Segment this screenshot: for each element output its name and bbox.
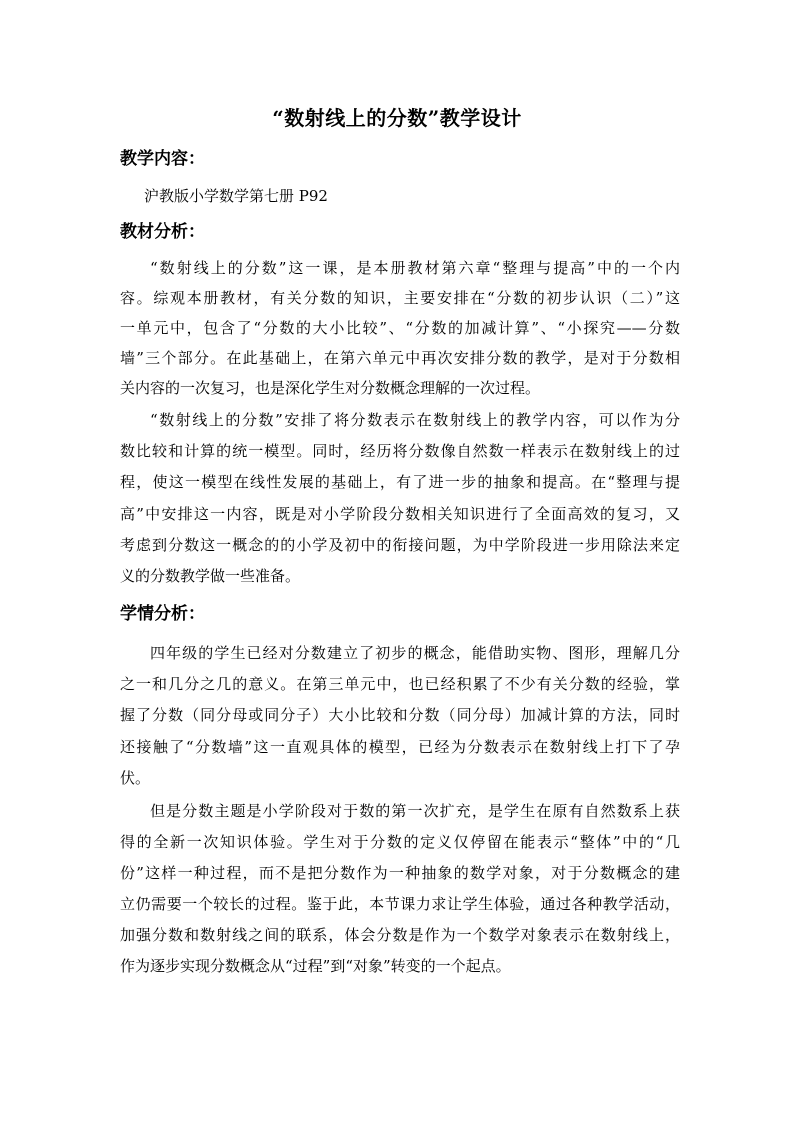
paragraph-line: “数射线上的分数”这一课，是本册教材第六章“整理与提高”中的一个内 xyxy=(150,259,680,277)
content-text: 沪教版小学数学第七册 P92 xyxy=(144,187,328,205)
paragraph-line: 数比较和计算的统一模型。同时，经历将分数像自然数一样表示在数射线上的过 xyxy=(120,442,680,460)
paragraph-line: 之一和几分之几的意义。在第三单元中，也已经积累了不少有关分数的经验，掌 xyxy=(120,675,680,693)
paragraph-line: “数射线上的分数”安排了将分数表示在数射线上的教学内容，可以作为分 xyxy=(150,411,680,429)
paragraph-line: 容。综观本册教材，有关分数的知识，主要安排在“分数的初步认识（二）”这 xyxy=(120,289,680,307)
paragraph-line: 高”中安排这一内容，既是对小学阶段分数相关知识进行了全面高效的复习，又 xyxy=(120,505,680,523)
paragraph-line: 程，使这一模型在线性发展的基础上，有了进一步的抽象和提高。在“整理与提 xyxy=(120,473,680,491)
section-heading-material: 教材分析： xyxy=(120,222,205,242)
paragraph-line: 关内容的一次复习，也是深化学生对分数概念理解的一次过程。 xyxy=(120,379,541,397)
paragraph-line: 立仍需要一个较长的过程。鉴于此，本节课力求让学生体验，通过各种教学活动， xyxy=(120,895,680,913)
section-heading-learners: 学情分析： xyxy=(120,604,205,624)
paragraph-line: 加强分数和数射线之间的联系，体会分数是作为一个数学对象表示在数射线上， xyxy=(120,926,680,944)
paragraph-line: 得的全新一次知识体验。学生对于分数的定义仅停留在能表示“整体”中的“几 xyxy=(120,833,680,851)
page-title: “数射线上的分数”教学设计 xyxy=(272,106,522,130)
paragraph-line: 但是分数主题是小学阶段对于数的第一次扩充，是学生在原有自然数系上获 xyxy=(150,802,680,820)
paragraph-line: 握了分数（同分母或同分子）大小比较和分数（同分母）加减计算的方法，同时 xyxy=(120,706,680,724)
section-heading-content: 教学内容： xyxy=(120,149,205,169)
paragraph-line: 还接触了“分数墙”这一直观具体的模型，已经为分数表示在数射线上打下了孕 xyxy=(120,738,680,756)
paragraph-line: 考虑到分数这一概念的的小学及初中的衔接问题，为中学阶段进一步用除法来定 xyxy=(120,536,680,554)
paragraph-line: 一单元中，包含了“分数的大小比较”、“分数的加减计算”、“小探究——分数 xyxy=(120,319,680,337)
paragraph-line: 份”这样一种过程，而不是把分数作为一种抽象的数学对象，对于分数概念的建 xyxy=(120,864,680,882)
paragraph-line: 伏。 xyxy=(120,769,151,787)
paragraph-line: 墙”三个部分。在此基础上，在第六单元中再次安排分数的教学，是对于分数相 xyxy=(120,349,680,367)
paragraph-line: 作为逐步实现分数概念从“过程”到“对象”转变的一个起点。 xyxy=(120,957,511,975)
paragraph-line: 义的分数教学做一些准备。 xyxy=(120,567,301,585)
paragraph-line: 四年级的学生已经对分数建立了初步的概念，能借助实物、图形，理解几分 xyxy=(150,644,680,662)
